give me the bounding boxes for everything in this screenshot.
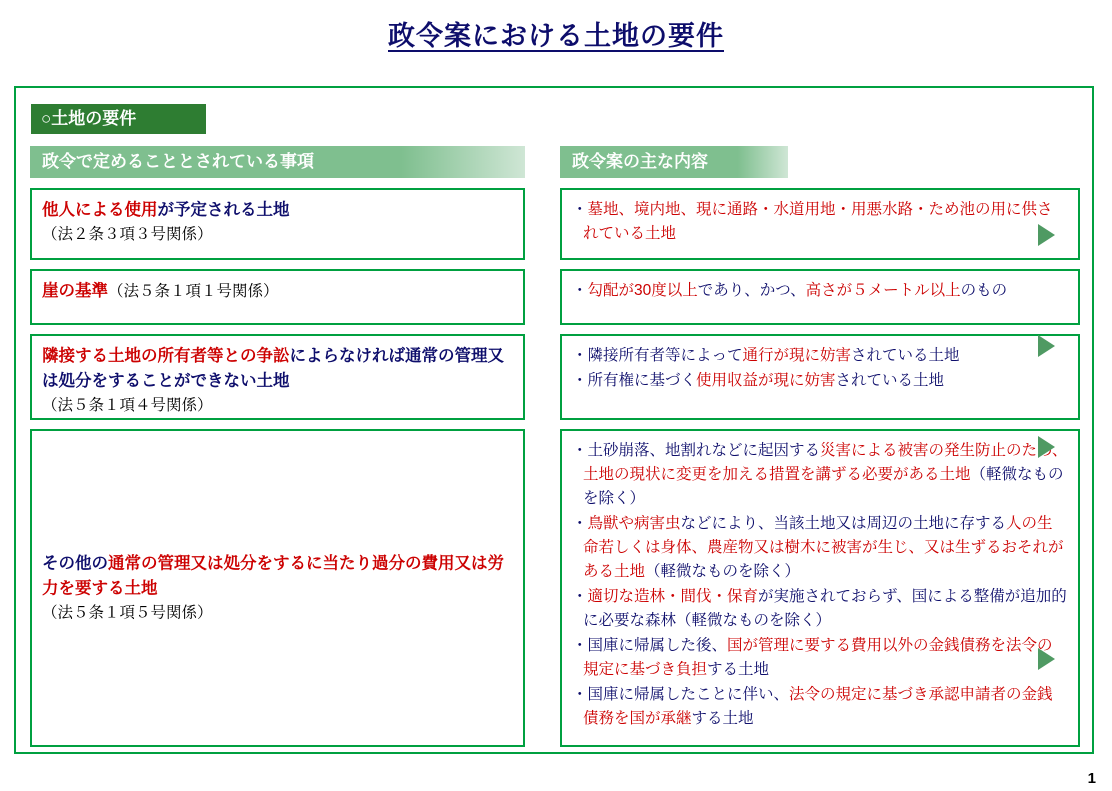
left-cell-1-rest: が予定される土地 bbox=[157, 201, 290, 219]
right-cell-3 bbox=[560, 334, 1080, 420]
left-column-header: 政令で定めることとされている事項 bbox=[30, 146, 525, 178]
left-cell-4 bbox=[30, 429, 525, 747]
list-item: ・土砂崩落、地割れなどに起因する災害による被害の発生防止のため、土地の現状に変更を加える措置を講ずる必要がある土地（軽微なものを除く） bbox=[572, 442, 1068, 508]
left-column bbox=[30, 146, 525, 756]
left-cell-4-text bbox=[42, 552, 513, 625]
right-column-header: 政令案の主な内容 bbox=[560, 146, 788, 178]
right-cell-4 bbox=[560, 429, 1080, 747]
list-item: ・鳥獣や病害虫などにより、当該土地又は周辺の土地に存する人の生命若しくは身体、農産物又は樹木に被害が生じ、又は生ずるおそれがある土地（軽微なものを除く） bbox=[572, 515, 1064, 581]
list-item: ・墓地、境内地、現に通路・水道用地・用悪水路・ため池の用に供されている土地 bbox=[572, 201, 1053, 243]
list-item: ・所有権に基づく使用収益が現に妨害されている土地 bbox=[572, 372, 945, 390]
list-item: ・勾配が30度以上であり、かつ、高さが５メートル以上のもの bbox=[572, 282, 1008, 299]
left-cell-4-highlight: 通常の管理又は処分をするに当たり過分の費用又は労力を要する土地 bbox=[42, 554, 504, 598]
list-item: ・隣接所有者等によって通行が現に妨害されている土地 bbox=[572, 347, 960, 364]
left-cell-2-highlight: 崖の基準 bbox=[42, 282, 108, 300]
list-item: ・国庫に帰属したことに伴い、法令の規定に基づき承認申請者の金銭債務を国が承継する土地 bbox=[572, 686, 1053, 728]
content-frame bbox=[14, 86, 1094, 754]
left-cell-2-ref: （法５条１項１号関係） bbox=[108, 283, 279, 300]
right-cell-1-list bbox=[572, 198, 1068, 246]
left-cell-4-prefix: その他の bbox=[42, 554, 108, 573]
left-cell-3 bbox=[30, 334, 525, 420]
left-cell-2 bbox=[30, 269, 525, 325]
page-number: 1 bbox=[1087, 770, 1096, 787]
section-header: ○土地の要件 bbox=[31, 104, 206, 134]
left-cell-4-ref: （法５条１項５号関係） bbox=[42, 604, 213, 622]
right-column bbox=[560, 146, 1080, 756]
list-item: ・適切な造林・間伐・保育が実施されておらず、国による整備が追加的に必要な森林（軽微なものを除く） bbox=[572, 588, 1067, 630]
page-title: 政令案における土地の要件 bbox=[388, 21, 724, 51]
left-cell-1-ref: （法２条３項３号関係） bbox=[42, 225, 213, 243]
left-cell-1 bbox=[30, 188, 525, 260]
right-cell-1 bbox=[560, 188, 1080, 260]
right-cell-4-list bbox=[572, 439, 1068, 731]
left-cell-2-text bbox=[42, 279, 513, 304]
right-cell-2-list bbox=[572, 279, 1068, 303]
right-cell-2 bbox=[560, 269, 1080, 325]
arrow-icon bbox=[1038, 436, 1055, 458]
left-cell-3-text bbox=[42, 344, 513, 417]
arrow-icon bbox=[1038, 224, 1055, 246]
left-cell-3-ref: （法５条１項４号関係） bbox=[42, 396, 213, 414]
arrow-icon bbox=[1038, 335, 1055, 357]
right-cell-3-list bbox=[572, 344, 1068, 393]
left-cell-3-highlight: 隣接する土地の所有者等との争訟 bbox=[42, 347, 290, 365]
left-cell-3-rest: によらなければ通常の管理又は処分をすることができない土地 bbox=[42, 347, 504, 390]
left-cell-1-text bbox=[42, 198, 513, 246]
list-item: ・国庫に帰属した後、国が管理に要する費用以外の金銭債務を法令の規定に基づき負担する土地 bbox=[572, 637, 1053, 679]
arrow-icon bbox=[1038, 648, 1055, 670]
left-cell-1-highlight: 他人による使用 bbox=[42, 201, 158, 219]
